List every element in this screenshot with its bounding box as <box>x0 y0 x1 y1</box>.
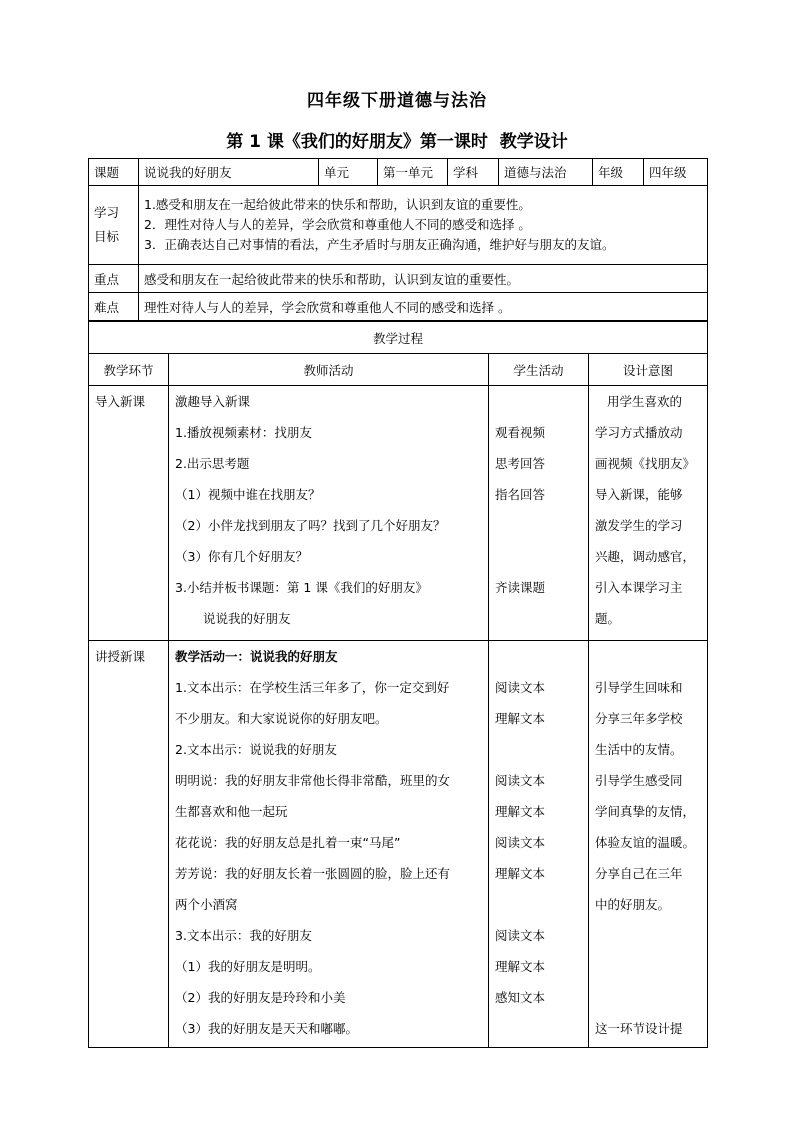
goal-item: 2．理性对待人与人的差异，学会欣赏和尊重他人不同的感受和选择 。 <box>144 217 531 232</box>
student-activity-new-lesson <box>489 641 589 1048</box>
teacher-line: 说说我的好朋友 <box>203 611 291 626</box>
student-line: 阅读文本 <box>495 680 546 695</box>
intent-line: 中的好朋友。 <box>595 897 671 912</box>
intent-line: 题。 <box>595 611 621 626</box>
intent-line: 分享自己在三年 <box>595 866 683 881</box>
intent-line: 学习方式播放动 <box>595 425 683 440</box>
teacher-line: 1.文本出示：在学校生活三年多了，你一定交到好 <box>175 680 450 695</box>
teacher-line: 教学活动一：说说我的好朋友 <box>175 649 338 664</box>
header-stage: 教学环节 <box>89 354 169 386</box>
student-line: 理解文本 <box>495 959 546 974</box>
intent-line: 体验友谊的温暖。 <box>595 835 696 850</box>
teacher-line: 2.出示思考题 <box>175 456 250 471</box>
student-line <box>495 641 588 672</box>
teacher-line: 明明说：我的好朋友非常他长得非常酷，班里的女 <box>175 773 451 788</box>
intent-line <box>595 951 707 982</box>
goals-label <box>89 186 139 265</box>
student-line: 齐读课题 <box>495 580 546 595</box>
process-title: 教学过程 <box>89 322 708 354</box>
process-table <box>88 321 708 1048</box>
teacher-line: 芳芳说：我的好朋友长着一张圆圆的脸，脸上还有 <box>175 866 451 881</box>
subject-label: 学科 <box>448 159 499 186</box>
student-line: 感知文本 <box>495 990 546 1005</box>
teacher-line: （1）我的好朋友是明明。 <box>175 959 321 974</box>
grade-value: 四年级 <box>644 159 708 186</box>
teacher-line: （3）我的好朋友是天天和嘟嘟。 <box>175 1021 358 1036</box>
intent-line <box>595 982 707 1013</box>
unit-label: 单元 <box>319 159 378 186</box>
student-line <box>495 1013 588 1044</box>
teacher-activity-intro <box>169 386 489 641</box>
teacher-line: 2.文本出示：说说我的好朋友 <box>175 742 337 757</box>
student-line <box>495 386 588 417</box>
student-line: 阅读文本 <box>495 773 546 788</box>
teacher-line: 激趣导入新课 <box>175 394 251 409</box>
intent-line: 分享三年多学校 <box>595 711 683 726</box>
subject-value: 道德与法治 <box>499 159 593 186</box>
student-line <box>495 510 588 541</box>
goal-item: 3．正确表达自己对事情的看法，产生矛盾时与朋友正确沟通，维护好与朋友的友谊。 <box>144 237 615 252</box>
intent-line: 兴趣，调动感官， <box>595 549 696 564</box>
design-intent-new-lesson <box>589 641 708 1048</box>
teacher-activity-new-lesson <box>169 641 489 1048</box>
goals-list <box>139 186 708 265</box>
teacher-line: （2）小伴龙找到朋友了吗？找到了几个好朋友？ <box>175 518 446 533</box>
intent-line: 引入本课学习主 <box>595 580 683 595</box>
stage-name: 讲授新课 <box>95 649 146 664</box>
difficulty-value: 理性对待人与人的差异，学会欣赏和尊重他人不同的感受和选择 。 <box>139 293 708 321</box>
intent-line: 激发学生的学习 <box>595 518 683 533</box>
goal-item: 1.感受和朋友在一起给彼此带来的快乐和帮助，认识到友谊的重要性。 <box>144 197 531 212</box>
intent-line: 引导学生感受同 <box>595 773 683 788</box>
topic-value: 说说我的好朋友 <box>139 159 319 186</box>
teacher-line: 3.文本出示：我的好朋友 <box>175 928 312 943</box>
header-teacher-activity: 教师活动 <box>169 354 489 386</box>
teacher-line: 3.小结并板书课题：第 1 课《我们的好朋友》 <box>175 580 428 595</box>
intent-line <box>595 641 707 672</box>
goals-label-line-1: 学习 <box>94 205 120 220</box>
header-design-intent: 设计意图 <box>589 354 708 386</box>
student-line <box>495 541 588 572</box>
teacher-line: 不少朋友。和大家说说你的好朋友吧。 <box>175 711 388 726</box>
key-point-label: 重点 <box>89 265 139 293</box>
student-line: 阅读文本 <box>495 835 546 850</box>
teacher-line: （1）视频中谁在找朋友？ <box>175 487 321 502</box>
difficulty-label: 难点 <box>89 293 139 321</box>
intent-line: 引导学生回味和 <box>595 680 683 695</box>
student-line: 观看视频 <box>495 425 546 440</box>
student-line: 思考回答 <box>495 456 546 471</box>
intent-line: 学间真挚的友情， <box>595 804 696 819</box>
teacher-line: 生都喜欢和他一起玩 <box>175 804 288 819</box>
intent-line: 用学生喜欢的 <box>607 394 683 409</box>
student-line: 指名回答 <box>495 487 546 502</box>
teacher-line: 两个小酒窝 <box>175 897 238 912</box>
design-intent-intro <box>589 386 708 641</box>
goals-label-line-2: 目标 <box>94 229 120 244</box>
header-student-activity: 学生活动 <box>489 354 589 386</box>
student-line: 理解文本 <box>495 804 546 819</box>
student-activity-intro <box>489 386 589 641</box>
document-title: 四年级下册道德与法治 <box>307 91 487 111</box>
info-table <box>88 158 708 321</box>
stage-name: 导入新课 <box>95 394 146 409</box>
grade-label: 年级 <box>593 159 644 186</box>
document-subtitle: 第 1 课《我们的好朋友》第一课时 教学设计 <box>226 132 568 152</box>
teacher-line: 1.播放视频素材：找朋友 <box>175 425 312 440</box>
student-line: 理解文本 <box>495 711 546 726</box>
teacher-line: 花花说：我的好朋友总是扎着一束“马尾” <box>175 835 401 850</box>
student-line <box>495 603 588 634</box>
stage-intro <box>89 386 169 641</box>
intent-line: 画视频《找朋友》 <box>595 456 696 471</box>
teacher-line: （3）你有几个好朋友？ <box>175 549 308 564</box>
student-line: 阅读文本 <box>495 928 546 943</box>
key-point-value: 感受和朋友在一起给彼此带来的快乐和帮助，认识到友谊的重要性。 <box>139 265 708 293</box>
intent-line: 生活中的友情。 <box>595 742 683 757</box>
stage-new-lesson <box>89 641 169 1048</box>
unit-value: 第一单元 <box>378 159 448 186</box>
teacher-line: （2）我的好朋友是玲玲和小美 <box>175 990 346 1005</box>
intent-line <box>595 920 707 951</box>
student-line <box>495 889 588 920</box>
intent-line: 这一环节设计提 <box>595 1021 683 1036</box>
student-line: 理解文本 <box>495 866 546 881</box>
student-line <box>495 734 588 765</box>
intent-line: 导入新课，能够 <box>595 487 683 502</box>
topic-label: 课题 <box>89 159 139 186</box>
